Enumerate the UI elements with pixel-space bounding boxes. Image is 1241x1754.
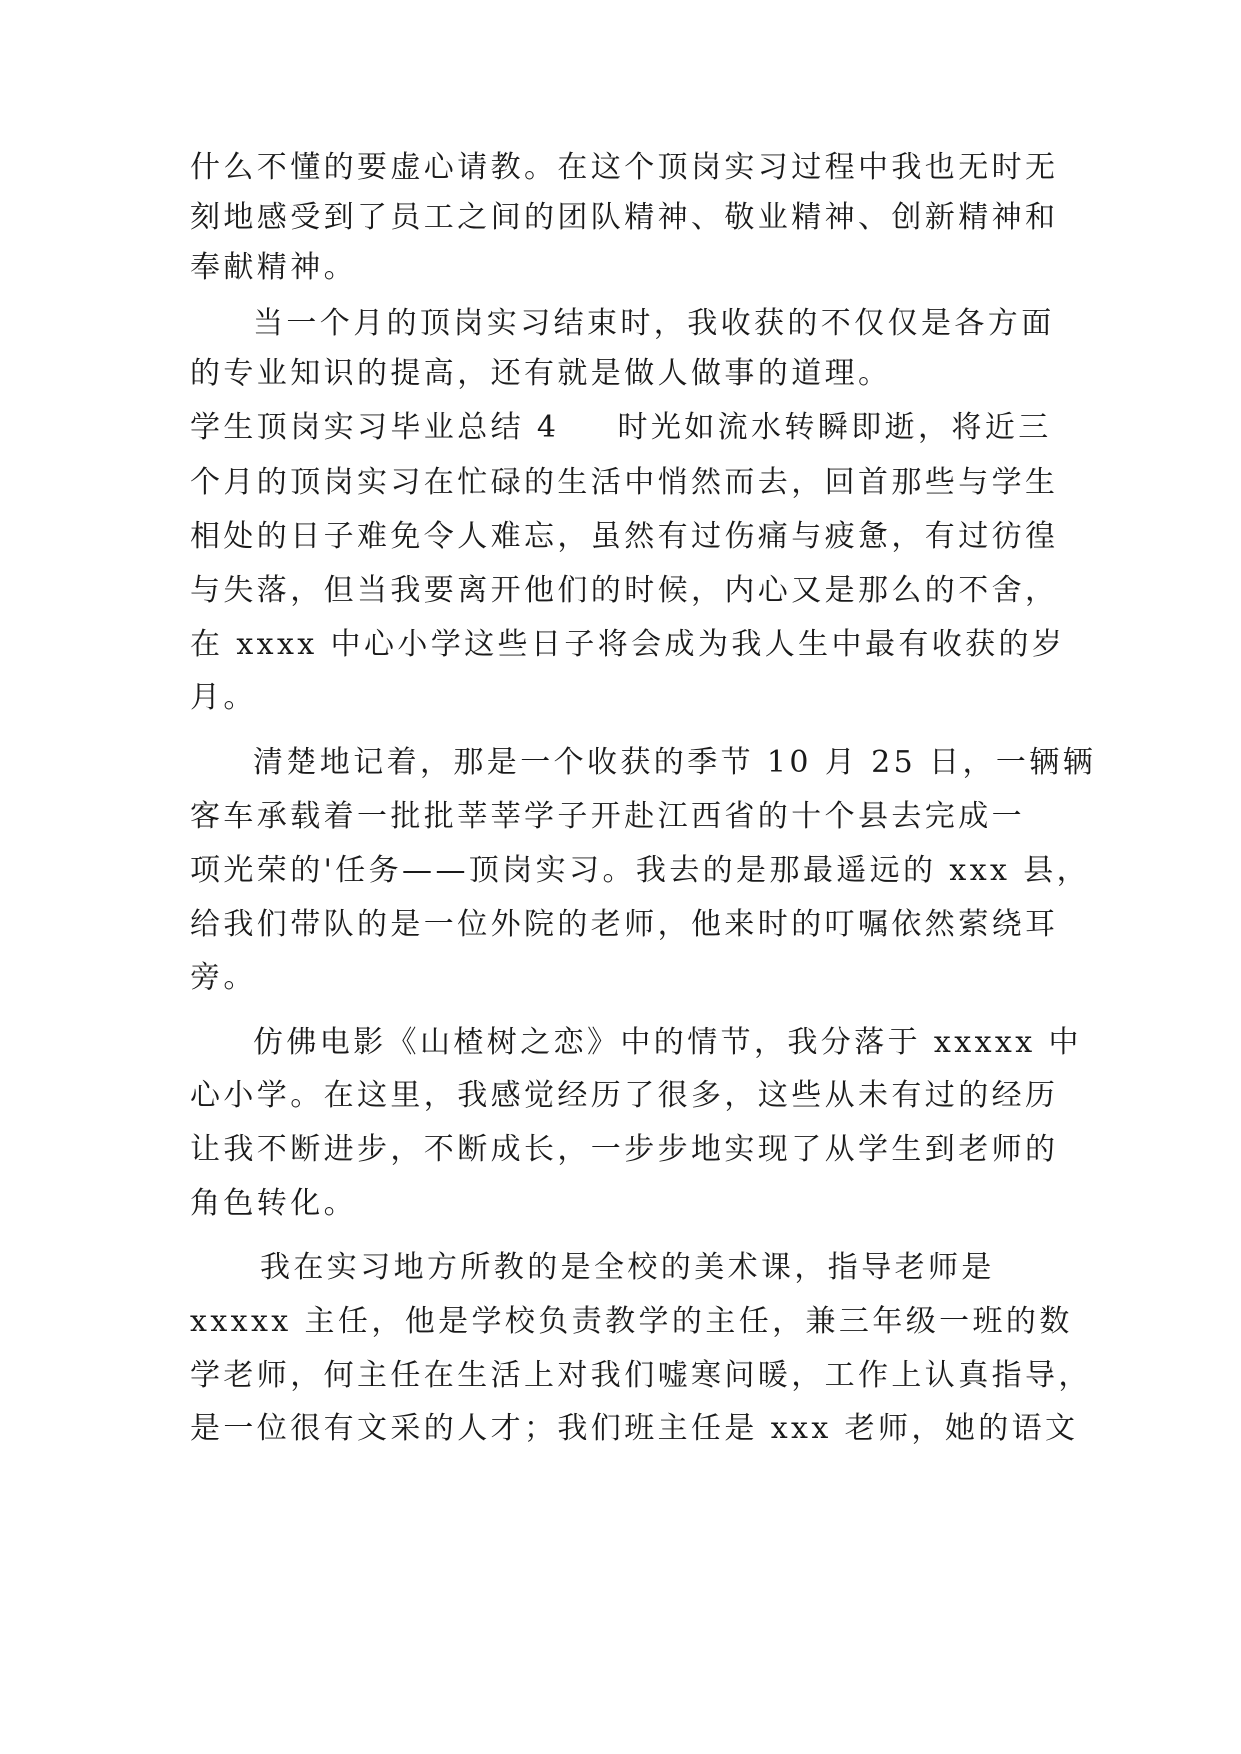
text-line: 与失落，但当我要离开他们的时候，内心又是那么的不舍， xyxy=(190,573,1059,608)
text-line: 学老师，何主任在生活上对我们嘘寒问暖，工作上认真指导， xyxy=(190,1358,1092,1393)
section-heading-line xyxy=(190,403,1070,453)
text-line: 清楚地记着，那是一个收获的季节 10 月 25 日，一辆辆 xyxy=(253,745,1097,780)
text-line: 时光如流水转瞬即逝，将近三 xyxy=(617,410,1052,445)
section-heading: 学生顶岗实习毕业总结 4 xyxy=(190,410,560,445)
text-line: 奉献精神。 xyxy=(190,250,357,285)
text-line: 角色转化。 xyxy=(190,1186,357,1221)
text-line: 相处的日子难免令人难忘，虽然有过伤痛与疲惫，有过彷徨 xyxy=(190,519,1059,554)
text-line: 仿佛电影《山楂树之恋》中的情节，我分落于 xxxxx 中 xyxy=(253,1025,1082,1060)
text-line: 刻地感受到了员工之间的团队精神、敬业精神、创新精神和 xyxy=(190,200,1059,235)
text-line: 月。 xyxy=(190,680,257,715)
text-line: 心小学。在这里，我感觉经历了很多，这些从未有过的经历 xyxy=(190,1078,1059,1113)
text-line: 项光荣的'任务——顶岗实习。我去的是那最遥远的 xxx 县， xyxy=(190,853,1091,888)
text-line: 什么不懂的要虚心请教。在这个顶岗实习过程中我也无时无 xyxy=(190,150,1059,185)
text-line: 是一位很有文采的人才；我们班主任是 xxx 老师，她的语文 xyxy=(190,1411,1079,1446)
text-line: 客车承载着一批批莘莘学子开赴江西省的十个县去完成一 xyxy=(190,799,1025,834)
text-line: xxxxx 主任，他是学校负责教学的主任，兼三年级一班的数 xyxy=(190,1304,1073,1339)
text-line: 当一个月的顶岗实习结束时，我收获的不仅仅是各方面 xyxy=(253,306,1055,341)
text-line: 我在实习地方所教的是全校的美术课，指导老师是 xyxy=(260,1250,995,1285)
text-line: 旁。 xyxy=(190,960,257,995)
text-line: 的专业知识的提高，还有就是做人做事的道理。 xyxy=(190,356,892,391)
text-line: 给我们带队的是一位外院的老师，他来时的叮嘱依然萦绕耳 xyxy=(190,907,1059,942)
text-line: 在 xxxx 中心小学这些日子将会成为我人生中最有收获的岁 xyxy=(190,627,1066,662)
text-line: 让我不断进步，不断成长，一步步地实现了从学生到老师的 xyxy=(190,1132,1059,1167)
text-line: 个月的顶岗实习在忙碌的生活中悄然而去，回首那些与学生 xyxy=(190,465,1059,500)
